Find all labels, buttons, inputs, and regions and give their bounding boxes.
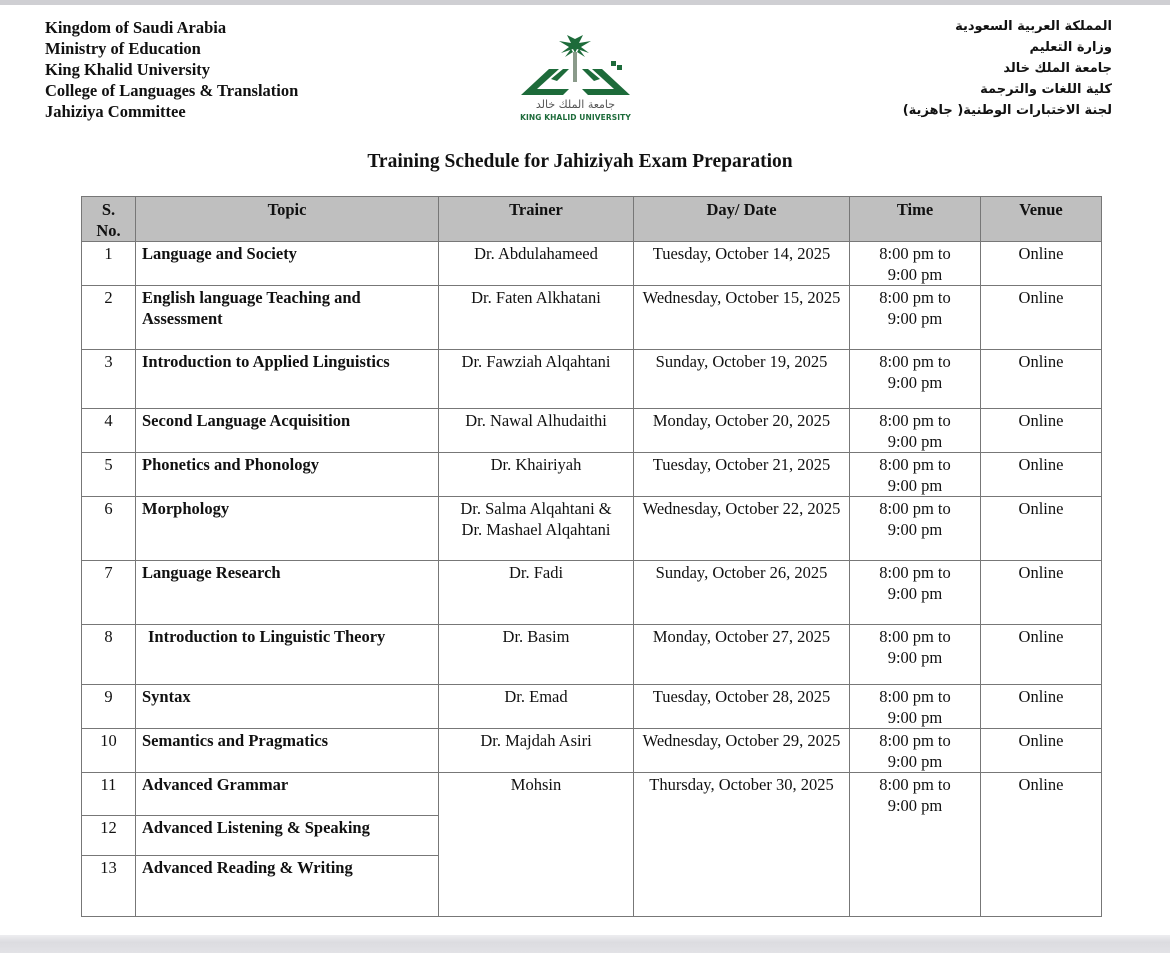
cell-serial: 9 <box>82 685 136 729</box>
col-header-serial: S. No. <box>82 197 136 242</box>
cell-topic: English language Teaching and Assessment <box>136 286 439 350</box>
cell-topic: Phonetics and Phonology <box>136 453 439 497</box>
cell-venue: Online <box>981 625 1102 685</box>
cell-time: 8:00 pm to 9:00 pm <box>850 409 981 453</box>
header-arabic <box>903 16 1112 121</box>
viewer-top-edge <box>0 0 1170 5</box>
cell-date: Wednesday, October 29, 2025 <box>634 729 850 773</box>
header-line-ministry: Ministry of Education <box>45 39 201 58</box>
cell-trainer: Dr. Majdah Asiri <box>439 729 634 773</box>
cell-topic: Introduction to Applied Linguistics <box>136 350 439 409</box>
university-logo <box>513 35 638 125</box>
cell-topic: Advanced Grammar <box>136 773 439 816</box>
header-ar-line-college: كلية اللغات والترجمة <box>980 82 1112 97</box>
cell-serial: 1 <box>82 242 136 286</box>
table-header-row <box>82 197 1102 242</box>
cell-trainer: Dr. Khairiyah <box>439 453 634 497</box>
table-row <box>82 453 1102 497</box>
header-line-committee: Jahiziya Committee <box>45 102 186 121</box>
header-ar-line-university: جامعة الملك خالد <box>1003 61 1112 76</box>
table-row <box>82 409 1102 453</box>
cell-serial: 13 <box>82 856 136 917</box>
cell-date: Sunday, October 19, 2025 <box>634 350 850 409</box>
document-title: Training Schedule for Jahiziyah Exam Preparation <box>367 151 793 172</box>
cell-serial: 12 <box>82 816 136 856</box>
cell-serial: 8 <box>82 625 136 685</box>
cell-venue: Online <box>981 685 1102 729</box>
cell-venue: Online <box>981 242 1102 286</box>
table-row <box>82 350 1102 409</box>
cell-trainer: Dr. Emad <box>439 685 634 729</box>
cell-serial: 10 <box>82 729 136 773</box>
cell-date: Tuesday, October 21, 2025 <box>634 453 850 497</box>
cell-trainer: Dr. Fadi <box>439 561 634 625</box>
header-ar-line-country: المملكة العربية السعودية <box>955 19 1112 34</box>
viewer-bottom-edge <box>0 935 1170 953</box>
cell-topic: Syntax <box>136 685 439 729</box>
cell-trainer: Dr. Nawal Alhudaithi <box>439 409 634 453</box>
cell-time: 8:00 pm to 9:00 pm <box>850 497 981 561</box>
cell-date: Sunday, October 26, 2025 <box>634 561 850 625</box>
cell-time: 8:00 pm to 9:00 pm <box>850 773 981 917</box>
logo-arabic-text: جامعة الملك خالد <box>535 98 616 111</box>
palm-tree-logo-icon <box>513 35 638 100</box>
cell-time: 8:00 pm to 9:00 pm <box>850 729 981 773</box>
col-header-time: Time <box>850 197 981 242</box>
schedule-table <box>81 196 1102 917</box>
cell-date: Tuesday, October 28, 2025 <box>634 685 850 729</box>
cell-time: 8:00 pm to 9:00 pm <box>850 350 981 409</box>
table-row <box>82 685 1102 729</box>
cell-time: 8:00 pm to 9:00 pm <box>850 685 981 729</box>
cell-serial: 11 <box>82 773 136 816</box>
cell-serial: 7 <box>82 561 136 625</box>
cell-date: Monday, October 20, 2025 <box>634 409 850 453</box>
cell-venue: Online <box>981 350 1102 409</box>
cell-topic: Morphology <box>136 497 439 561</box>
cell-date: Tuesday, October 14, 2025 <box>634 242 850 286</box>
cell-time: 8:00 pm to 9:00 pm <box>850 625 981 685</box>
cell-date: Monday, October 27, 2025 <box>634 625 850 685</box>
cell-venue: Online <box>981 453 1102 497</box>
col-header-trainer: Trainer <box>439 197 634 242</box>
cell-topic: Advanced Listening & Speaking <box>136 816 439 856</box>
cell-topic: Language Research <box>136 561 439 625</box>
cell-topic: Second Language Acquisition <box>136 409 439 453</box>
table-row <box>82 561 1102 625</box>
cell-trainer: Dr. Fawziah Alqahtani <box>439 350 634 409</box>
cell-date: Wednesday, October 22, 2025 <box>634 497 850 561</box>
logo-english-text: KING KHALID UNIVERSITY <box>520 113 631 122</box>
header-line-college: College of Languages & Translation <box>45 81 299 100</box>
cell-serial: 4 <box>82 409 136 453</box>
header-line-university: King Khalid University <box>45 60 211 79</box>
table-row <box>82 729 1102 773</box>
table-row <box>82 242 1102 286</box>
cell-venue: Online <box>981 497 1102 561</box>
cell-time: 8:00 pm to 9:00 pm <box>850 561 981 625</box>
cell-time: 8:00 pm to 9:00 pm <box>850 242 981 286</box>
cell-topic: Advanced Reading & Writing <box>136 856 439 917</box>
cell-trainer: Dr. Faten Alkhatani <box>439 286 634 350</box>
cell-time: 8:00 pm to 9:00 pm <box>850 286 981 350</box>
col-header-topic: Topic <box>136 197 439 242</box>
header-line-country: Kingdom of Saudi Arabia <box>45 18 227 37</box>
cell-date: Wednesday, October 15, 2025 <box>634 286 850 350</box>
cell-topic: Introduction to Linguistic Theory <box>136 625 439 685</box>
cell-serial: 2 <box>82 286 136 350</box>
cell-venue: Online <box>981 561 1102 625</box>
col-header-date: Day/ Date <box>634 197 850 242</box>
header-english <box>45 17 298 122</box>
cell-venue: Online <box>981 773 1102 917</box>
table-row <box>82 286 1102 350</box>
cell-trainer: Mohsin <box>439 773 634 917</box>
cell-date: Thursday, October 30, 2025 <box>634 773 850 917</box>
cell-serial: 3 <box>82 350 136 409</box>
col-header-venue: Venue <box>981 197 1102 242</box>
cell-venue: Online <box>981 286 1102 350</box>
cell-serial: 5 <box>82 453 136 497</box>
cell-venue: Online <box>981 409 1102 453</box>
cell-serial: 6 <box>82 497 136 561</box>
cell-topic: Semantics and Pragmatics <box>136 729 439 773</box>
header-ar-line-ministry: وزارة التعليم <box>1029 40 1112 55</box>
cell-topic: Language and Society <box>136 242 439 286</box>
cell-trainer: Dr. Salma Alqahtani & Dr. Mashael Alqahtani <box>439 497 634 561</box>
table-row <box>82 625 1102 685</box>
header-ar-line-committee: لجنة الاختبارات الوطنية( جاهزية) <box>902 103 1112 118</box>
cell-trainer: Dr. Basim <box>439 625 634 685</box>
cell-venue: Online <box>981 729 1102 773</box>
table-row <box>82 773 1102 816</box>
cell-time: 8:00 pm to 9:00 pm <box>850 453 981 497</box>
table-row <box>82 497 1102 561</box>
cell-trainer: Dr. Abdulahameed <box>439 242 634 286</box>
